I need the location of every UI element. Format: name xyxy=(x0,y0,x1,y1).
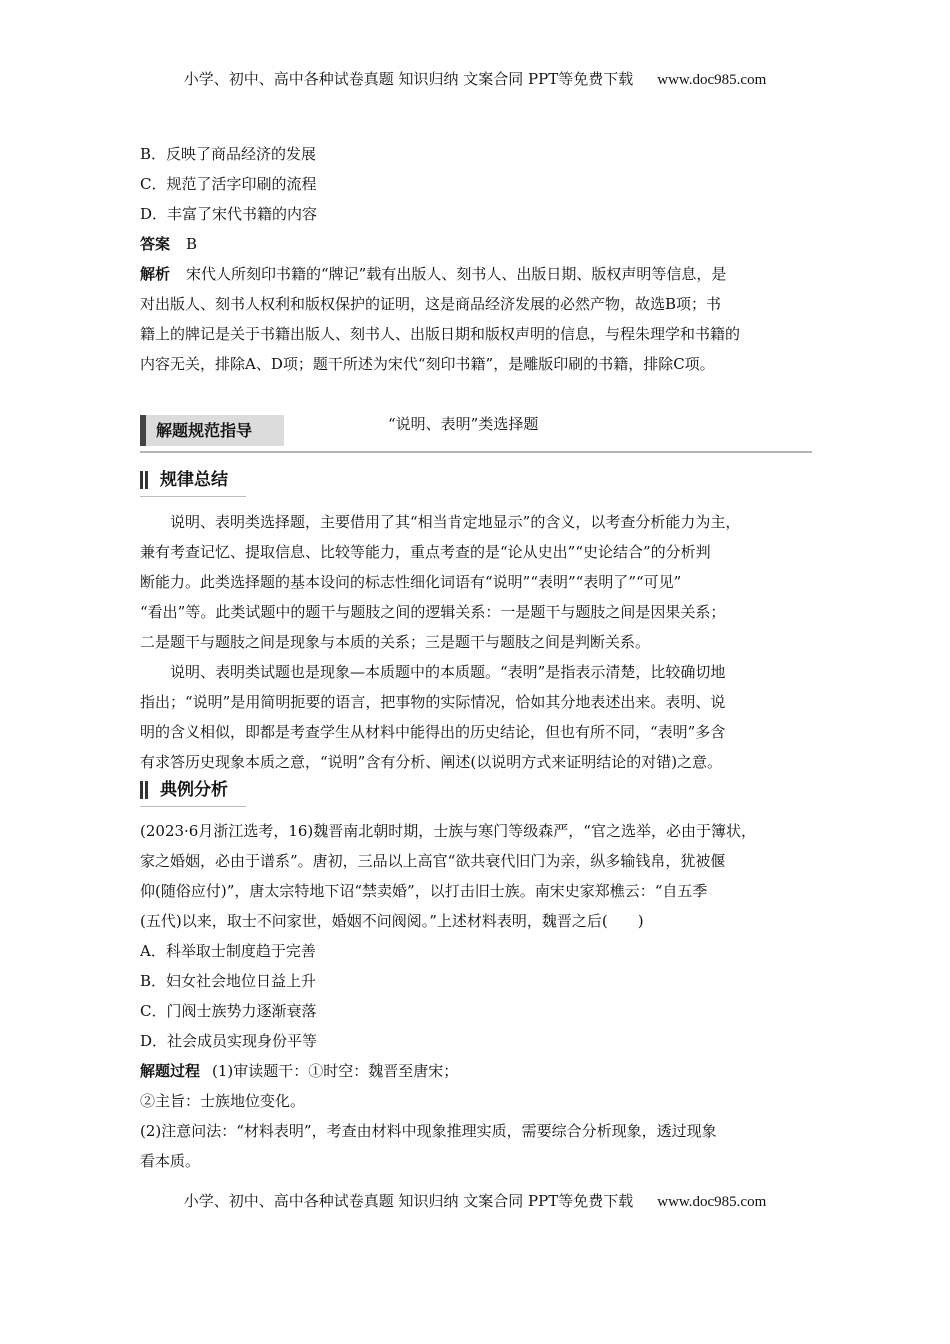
option-d: D．社会成员实现身份平等 xyxy=(140,1032,318,1050)
stem-line: (2023·6月浙江选考，16)魏晋南北朝时期，士族与寒门等级森严，“官之选举，必由于簿状， xyxy=(140,822,756,840)
prev-question xyxy=(140,139,812,379)
analysis-line xyxy=(140,259,812,289)
option-a: A．科举取士制度趋于完善 xyxy=(140,942,316,960)
footer-text: 小学、初中、高中各种试卷真题 知识归纳 文案合同 PPT等免费下载 xyxy=(183,1192,634,1210)
analysis-text-line: 对出版人、刻书人权利和版权保护的证明，这是商品经济发展的必然产物，故选B项；书 xyxy=(140,295,722,313)
footer-url[interactable]: www.doc985.com xyxy=(657,1194,767,1210)
answer-value: B xyxy=(186,235,198,253)
stem-line: 仰(随俗应付)”，唐太宗特地下诏“禁卖婚”，以打击旧士族。南宋史家郑樵云：“自五季 xyxy=(140,882,708,900)
option-b: B．反映了商品经济的发展 xyxy=(140,145,317,163)
stem-line: 家之婚姻，必由于谱系”。唐初，三品以上高官“欲共衰代旧门为亲，纵多输钱帛，犹被偃 xyxy=(140,852,726,870)
rules-heading-bar xyxy=(140,466,246,497)
option-c: C．规范了活字印刷的流程 xyxy=(140,175,317,193)
process-line xyxy=(140,1056,812,1086)
header-url[interactable]: www.doc985.com xyxy=(657,72,767,88)
analysis-text-line: 内容无关，排除A、D项；题干所述为宋代“刻印书籍”，是雕版印刷的书籍，排除C项。 xyxy=(140,355,715,373)
section-topic: “说明、表明”类选择题 xyxy=(388,415,539,433)
example-heading-bar xyxy=(140,776,246,807)
heading-marker-icon xyxy=(140,471,150,489)
rules-line: 说明、表明类试题也是现象—本质题中的本质题。“表明”是指表示清楚，比较确切地 xyxy=(170,663,726,681)
analysis-text-line: 宋代人所刻印书籍的“牌记”载有出版人、刻书人、出版日期、版权声明等信息，是 xyxy=(186,265,727,283)
answer-label: 答案 xyxy=(140,235,171,253)
process-text: (1)审读题干：①时空：魏晋至唐宋； xyxy=(212,1062,459,1080)
option-d: D．丰富了宋代书籍的内容 xyxy=(140,205,318,223)
rules-line: 有求答历史现象本质之意，“说明”含有分析、阐述(以说明方式来证明结论的对错)之意。 xyxy=(140,753,723,771)
rules-line: 二是题干与题肢之间是现象与本质的关系；三是题干与题肢之间是判断关系。 xyxy=(140,633,651,651)
example-body xyxy=(140,816,812,1176)
example-heading: 典例分析 xyxy=(160,780,228,800)
rules-line: 说明、表明类选择题，主要借用了其“相当肯定地显示”的含义，以考查分析能力为主， xyxy=(170,513,741,531)
section-tag: 解题规范指导 xyxy=(140,415,284,446)
answer-line xyxy=(140,229,812,259)
rules-line: 兼有考查记忆、提取信息、比较等能力，重点考查的是“论从史出”“史论结合”的分析判 xyxy=(140,543,711,561)
rules-line: 指出；“说明”是用简明扼要的语言，把事物的实际情况，恰如其分地表述出来。表明、说 xyxy=(140,693,726,711)
page-header xyxy=(0,68,950,89)
rules-line: “看出”等。此类试题中的题干与题肢之间的逻辑关系：一是题干与题肢之间是因果关系； xyxy=(140,603,726,621)
process-label: 解题过程 xyxy=(140,1062,201,1080)
stem-line: (五代)以来，取士不问家世，婚姻不问阀阅。”上述材料表明，魏晋之后( ) xyxy=(140,912,644,930)
option-c: C．门阀士族势力逐渐衰落 xyxy=(140,1002,317,1020)
rules-heading: 规律总结 xyxy=(160,470,228,490)
analysis-text-line: 籍上的牌记是关于书籍出版人、刻书人、出版日期和版权声明的信息，与程朱理学和书籍的 xyxy=(140,325,741,343)
rules-line: 断能力。此类选择题的基本设问的标志性细化词语有“说明”“表明”“表明了”“可见” xyxy=(140,573,682,591)
rules-body xyxy=(140,507,812,777)
analysis-label: 解析 xyxy=(140,265,171,283)
header-text: 小学、初中、高中各种试卷真题 知识归纳 文案合同 PPT等免费下载 xyxy=(183,70,634,88)
heading-marker-icon xyxy=(140,781,150,799)
option-b: B．妇女社会地位日益上升 xyxy=(140,972,317,990)
process-text: (2)注意问法：“材料表明”，考查由材料中现象推理实质，需要综合分析现象，透过现象 xyxy=(140,1122,717,1140)
page-footer xyxy=(0,1190,950,1211)
process-text: ②主旨：士族地位变化。 xyxy=(140,1092,306,1110)
section-banner xyxy=(140,413,812,453)
rules-line: 明的含义相似，即都是考查学生从材料中能得出的历史结论，但也有所不同，“表明”多含 xyxy=(140,723,726,741)
process-text: 看本质。 xyxy=(140,1152,201,1170)
